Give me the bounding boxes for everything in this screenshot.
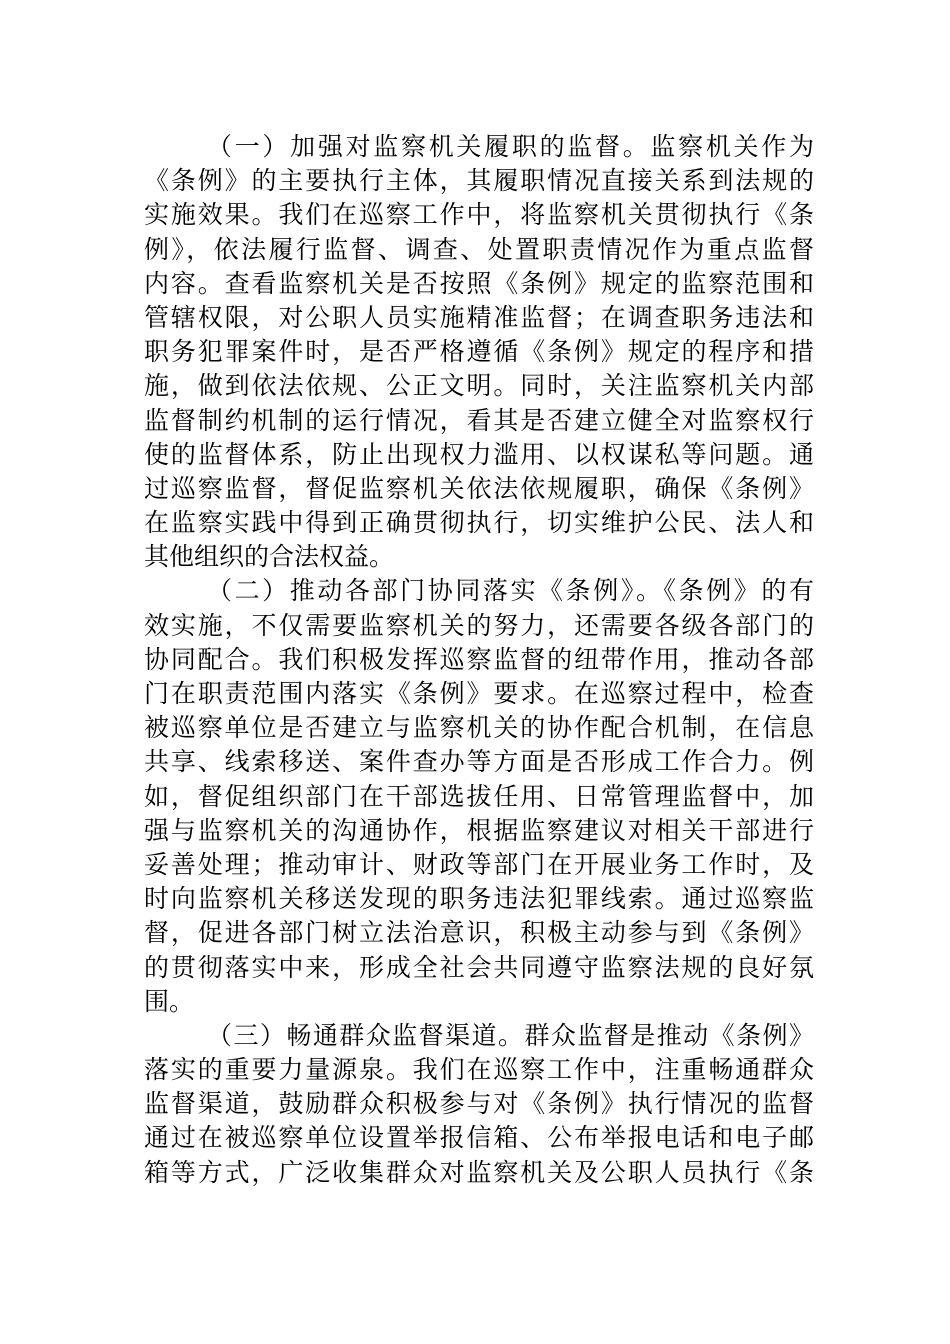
text-line: （一）加强对监察机关履职的监督。监察机关作为	[207, 132, 814, 161]
text-line: 门在职责范围内落实《条例》要求。在巡察过程中，检查	[144, 679, 814, 708]
text-line: 围。	[144, 986, 195, 1016]
text-line: 如，督促组织部门在干部选拔任用、日常管理监督中，加	[144, 781, 814, 811]
text-line: 施，做到依法依规、公正文明。同时，关注监察机关内部	[144, 371, 814, 401]
body-text	[144, 130, 814, 1190]
text-line: 效实施，不仅需要监察机关的努力，还需要各级各部门的	[144, 610, 814, 640]
paragraph-3	[144, 1019, 814, 1190]
text-line: 《条例》的主要执行主体，其履职情况直接关系到法规的	[144, 166, 814, 196]
text-line: 箱等方式，广泛收集群众对监察机关及公职人员执行《条	[144, 1157, 814, 1187]
text-line: 共享、线索移送、案件查办等方面是否形成工作合力。例	[144, 747, 814, 777]
text-line: 监督制约机制的运行情况，看其是否建立健全对监察权行	[144, 405, 814, 435]
text-line: 管辖权限，对公职人员实施精准监督；在调查职务违法和	[144, 302, 814, 332]
text-line: 内容。查看监察机关是否按照《条例》规定的监察范围和	[144, 268, 814, 298]
text-line: 强与监察机关的沟通协作，根据监察建议对相关干部进行	[144, 815, 814, 845]
paragraph-1	[144, 130, 814, 574]
text-line: 被巡察单位是否建立与监察机关的协作配合机制，在信息	[144, 713, 814, 743]
text-line: 在监察实践中得到正确贯彻执行，切实维护公民、法人和	[144, 508, 814, 538]
text-line: 监督渠道，鼓励群众积极参与对《条例》执行情况的监督	[144, 1089, 814, 1119]
text-line: 使的监督体系，防止出现权力滥用、以权谋私等问题。通	[144, 439, 814, 469]
text-line: 其他组织的合法权益。	[144, 542, 395, 572]
text-line: 督，促进各部门树立法治意识，积极主动参与到《条例》	[144, 918, 814, 948]
text-line: 时向监察机关移送发现的职务违法犯罪线索。通过巡察监	[144, 884, 814, 914]
text-line: 妥善处理；推动审计、财政等部门在开展业务工作时，及	[144, 849, 814, 879]
text-line: 通过在被巡察单位设置举报信箱、公布举报电话和电子邮	[144, 1123, 814, 1153]
text-line: 落实的重要力量源泉。我们在巡察工作中，注重畅通群众	[144, 1055, 814, 1085]
text-line: 实施效果。我们在巡察工作中，将监察机关贯彻执行《条	[144, 200, 814, 230]
text-line: 的贯彻落实中来，形成全社会共同遵守监察法规的良好氛	[144, 952, 814, 982]
text-line: 职务犯罪案件时，是否严格遵循《条例》规定的程序和措	[144, 337, 814, 367]
paragraph-2	[144, 574, 814, 1018]
text-line: 过巡察监督，督促监察机关依法依规履职，确保《条例》	[144, 473, 814, 503]
text-line: 例》，依法履行监督、调查、处置职责情况作为重点监督	[144, 234, 814, 264]
text-line: 协同配合。我们积极发挥巡察监督的纽带作用，推动各部	[144, 644, 814, 674]
text-line: （三）畅通群众监督渠道。群众监督是推动《条例》	[207, 1020, 814, 1050]
text-line: （二）推动各部门协同落实《条例》。《条例》的有	[207, 576, 814, 606]
